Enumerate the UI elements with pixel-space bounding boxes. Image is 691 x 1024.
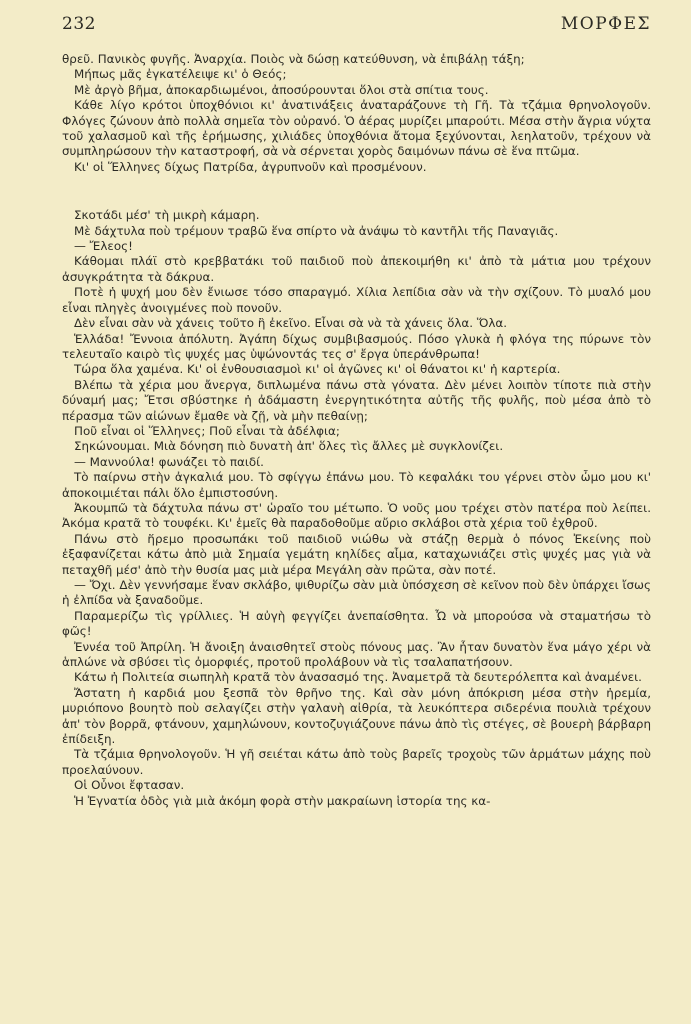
paragraph: θρεῦ. Πανικὸς φυγῆς. Ἀναρχία. Ποιὸς νὰ δώσῃ κατεύθυνση, νὰ ἐπιβάλῃ τάξη; (62, 52, 525, 66)
paragraph: Βλέπω τὰ χέρια μου ἄνεργα, διπλωμένα πάνω στὰ γόνατα. Δὲν μένει λοιπὸν τίποτε πιὰ στὴν δύναμή μας; Ἔτσι σβύστηκε ἡ ἀδάμαστη ἐνεργητικότητα αὐτῆς τῆς φυλῆς, ποὺ μέσα ἀπὸ τὸ πέρασμα τῶν αἰώνων ἔμαθε νὰ ζῇ, νὰ μὴν πεθαίνῃ; (62, 377, 651, 423)
paragraph: Σηκώνουμαι. Μιὰ δόνηση πιὸ δυνατὴ ἀπ' ὅλες τὶς ἄλλες μὲ συγκλονίζει. (74, 439, 504, 454)
paragraph: Μήπως μᾶς ἐγκατέλειψε κι' ὁ Θεός; (74, 67, 287, 82)
page-header (62, 14, 651, 52)
paragraph: Παραμερίζω τὶς γρίλλιες. Ἡ αὐγὴ φεγγίζει ἀνεπαίσθητα. Ὦ νὰ μπορούσα νὰ σταματήσω τὸ φῶς! (62, 608, 651, 639)
paragraph: Ποτὲ ἡ ψυχή μου δὲν ἔνιωσε τόσο σπαραγμό. Χίλια λεπίδια σὰν νὰ τὴν σχίζουν. Τὸ μυαλό μου εἶναι πληγὲς ἀνοιγμένες ποὺ πονοῦν. (62, 285, 651, 315)
paragraph: Κάθε λίγο κρότοι ὑποχθόνιοι κι' ἀνατινάξεις ἀναταράζουνε τὴ Γῆ. Τὰ τζάμια θρηνολογοῦν. Φλόγες ζώνουν ἀπὸ πολλὰ σημεῖα τὸν οὐρανό. Ὁ ἀέρας μυρίζει μπαρούτι. Μέσα στὴν ἄγρια νύχτα τοῦ χαλασμοῦ καὶ τῆς ἐρήμωσης, χιλιάδες ὑποχθόνια ἄτομα ξεχύνονται, λεηλατοῦν, τρέχουν νὰ συμπληρώσουν τὴν καταστροφή, σὰ νὰ σέρνεται χορὸς δαιμόνων πάνω σὲ ἕνα πτῶμα. (62, 98, 651, 159)
paragraph: Δὲν εἶναι σὰν νὰ χάνεις τοῦτο ἢ ἐκεῖνο. Εἶναι σὰ νὰ τὰ χάνεις ὅλα. Ὅλα. (74, 316, 508, 331)
paragraph: Ἑλλάδα! Ἔννοια ἀπόλυτη. Ἀγάπη δίχως συμβιβασμούς. Πόσο γλυκὰ ἡ φλόγα της πύρωνε τὸν τελευταῖο καιρὸ τὶς ψυχές μας ὑψώνοντάς τες σ' ἔργα ὑπεράνθρωπα! (62, 331, 651, 361)
paragraph: Ἄστατη ἡ καρδιά μου ξεσπᾶ τὸν θρῆνο της. Καὶ σὰν μόνη ἀπόκριση μέσα στὴν ἠρεμία, μυριόπονο βουητὸ ποὺ σελαγίζει στὴν γαλανὴ αἰθρία, τὰ λευκόπτερα σιδερένια πουλιὰ τρέχουν ἀπ' τὸν βορρᾶ, φτάνουν, χαμηλώνουν, κοντοζυγιάζουνε πάνω ἀπὸ τὶς στέγες, σὲ βουερὴ βάρβαρη ἐπίδειξη. (62, 685, 651, 747)
paragraph: Κάτω ἡ Πολιτεία σιωπηλὴ κρατᾶ τὸν ἀνασασμό της. Ἀναμετρᾶ τὰ δευτερόλεπτα καὶ ἀναμένει. (74, 670, 642, 685)
paragraph: Κάθομαι πλάϊ στὸ κρεββατάκι τοῦ παιδιοῦ ποὺ ἀπεκοιμήθη κι' ἀπὸ τὰ μάτια μου τρέχουν ἀσυγκράτητα τὰ δάκρυα. (62, 254, 651, 284)
paragraph: — Μαννούλα! φωνάζει τὸ παιδί. (74, 454, 264, 469)
paragraph: Τὸ παίρνω στὴν ἀγκαλιά μου. Τὸ σφίγγω ἐπάνω μου. Τὸ κεφαλάκι του γέρνει στὸν ὦμο μου κι' ἀποκοιμιέται πάλι ὅλο ἐμπιστοσύνη. (62, 470, 651, 500)
page-number: 232 (62, 14, 96, 34)
paragraph: Πάνω στὸ ἥρεμο προσωπάκι τοῦ παιδιοῦ νιώθω νὰ στάζῃ θερμὰ ὁ πόνος Ἐκείνης ποὺ ἐξαφανίζεται κάτω ἀπὸ μιὰ Σημαία γεμάτη κηλίδες αἷμα, καταχωνιάζει στὶς ψυχές μας γιὰ νὰ πεταχθῆ μέσ' ἀπὸ τὴν θυσία μας μιὰ μέρα Μεγάλη σὰν πρῶτα, σὰν ποτέ. (62, 531, 651, 577)
section-break (62, 175, 651, 208)
paragraph: Μὲ ἀργὸ βῆμα, ἀποκαρδιωμένοι, ἀποσύρουνται ὅλοι στὰ σπίτια τους. (74, 82, 489, 97)
paragraph: Σκοτάδι μέσ' τὴ μικρὴ κάμαρη. (74, 208, 260, 223)
paragraph: Ποῦ εἶναι οἱ Ἕλληνες; Ποῦ εἶναι τὰ ἀδέλφια; (74, 423, 340, 438)
running-title: ΜΟΡΦΕΣ (560, 14, 651, 34)
paragraph: Μὲ δάχτυλα ποὺ τρέμουν τραβῶ ἕνα σπίρτο νὰ ἀνάψω τὸ καντῆλι τῆς Παναγιᾶς. (74, 223, 559, 238)
paragraph: Ἐννέα τοῦ Ἀπρίλη. Ἡ ἄνοιξη ἀναισθητεῖ στοὺς πόνους μας. Ἂν ἦταν δυνατὸν ἕνα μάγο χέρι νὰ ἁπλώνε νὰ σβύσει τὶς ὀμορφιές, προτοῦ προλάβουν νὰ τὶς τσαλαπατήσουν. (62, 639, 651, 670)
paragraph: Οἱ Οὖνοι ἔφτασαν. (74, 778, 185, 793)
paragraph: Τὰ τζάμια θρηνολογοῦν. Ἡ γῆ σειέται κάτω ἀπὸ τοὺς βαρεῖς τροχοὺς τῶν ἁρμάτων μάχης ποὺ προελαύνουν. (62, 747, 651, 777)
paragraph: — Ἔλεος! (74, 239, 133, 254)
body-text (62, 52, 651, 809)
paragraph: Ἡ Ἐγνατία ὁδὸς γιὰ μιὰ ἀκόμη φορὰ στὴν μακραίωνη ἱστορία της κα- (74, 793, 491, 808)
paragraph: — Ὄχι. Δὲν γεννήσαμε ἕναν σκλάβο, ψιθυρίζω σὰν μιὰ ὑπόσχεση σὲ κεῖνον ποὺ δὲν ὑπάρχει ἴσως ἡ ἐλπίδα νὰ ξαναδοῦμε. (62, 578, 651, 608)
paragraph: Τώρα ὅλα χαμένα. Κι' οἱ ἐνθουσιασμοὶ κι' οἱ ἀγῶνες κι' οἱ θάνατοι κι' ἡ καρτερία. (74, 362, 561, 377)
paragraph: Ἀκουμπῶ τὰ δάχτυλα πάνω στ' ὡραῖο του μέτωπο. Ὁ νοῦς μου τρέχει στὸν πατέρα ποὺ λείπει. Ἀκόμα κρατᾶ τὸ τουφέκι. Κι' ἐμεῖς θὰ παραδοθοῦμε αὔριο σκλάβοι στὰ χέρια τοῦ ἐχθροῦ. (62, 500, 651, 531)
paragraph: Κι' οἱ Ἕλληνες δίχως Πατρίδα, ἀγρυπνοῦν καὶ προσμένουν. (74, 159, 427, 174)
